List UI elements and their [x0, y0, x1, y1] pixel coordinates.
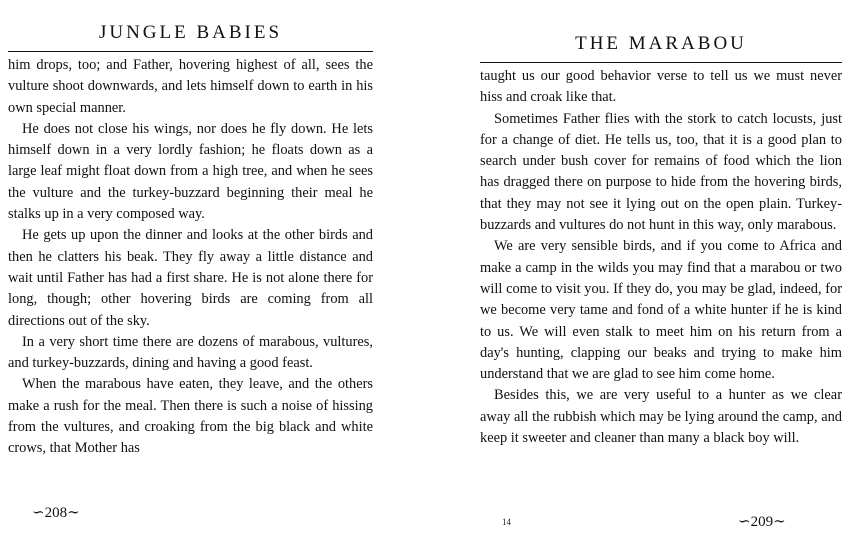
paragraph: him drops, too; and Father, hovering highest of all, sees the vulture shoot downwards, and lets himself down to earth in his own special manner. — [8, 57, 373, 116]
signature-mark: 14 — [502, 517, 511, 527]
paragraph: Besides this, we are very useful to a hunter as we clear away all the rubbish which may be lying around the camp, and keep it sweeter and cleaner than many a black boy will. — [480, 387, 842, 447]
paragraph: He gets up upon the dinner and looks at the other birds and then he clatters his beak. They fly away a little distance and wait until Father has had a first share. He is not alone there for long, though; other hovering birds are coming from all directions out of the sky. — [8, 227, 373, 329]
body-text — [8, 55, 373, 460]
paragraph: In a very short time there are dozens of marabous, vultures, and turkey-buzzards, dining and having a good feast. — [8, 333, 373, 372]
paragraph: When the marabous have eaten, they leave, and the others make a rush for the meal. Then there is such a noise of hissing from the vultures, and croaking from the big black and white crows, that Mother has — [8, 376, 373, 457]
page-number: ∽209∼ — [738, 514, 786, 530]
head-rule — [8, 51, 373, 52]
paragraph: taught us our good behavior verse to tell us we must never hiss and croak like that. — [480, 68, 842, 106]
running-head: THE MARABOU — [575, 33, 747, 54]
right-page — [480, 0, 842, 543]
left-page — [8, 0, 373, 543]
paragraph: Sometimes Father flies with the stork to catch locusts, just for a change of diet. He tells us, too, that it is a good plan to search under bush cover for remains of food which the lion has dragged there on purpose to hide from the hovering birds, that they may not see it lying out on the open plain. Turkey-buzzards and vultures do not hunt in this way, only marabous. — [480, 110, 842, 234]
running-head: JUNGLE BABIES — [98, 22, 283, 43]
paragraph: He does not close his wings, nor does he fly down. He lets himself down in a very lordly fashion; he floats down as a large leaf might float down from a high tree, and when he sees the vulture and the turkey-buzzard beginning their meal he stalks up in a very composed way. — [8, 120, 373, 223]
page-number: ∽208∼ — [32, 505, 80, 521]
body-text — [480, 66, 842, 449]
paragraph: We are very sensible birds, and if you come to Africa and make a camp in the wilds you may find that a marabou or two will come to visit you. If they do, you may be glad, indeed, for we become very tame and fond of a white hunter if he is kind to us. We will even stalk to meet him on his return from a day's hunting, clapping our beaks and trying to make him understand that we are glad to see him come home. — [480, 238, 842, 383]
head-rule — [480, 62, 842, 63]
